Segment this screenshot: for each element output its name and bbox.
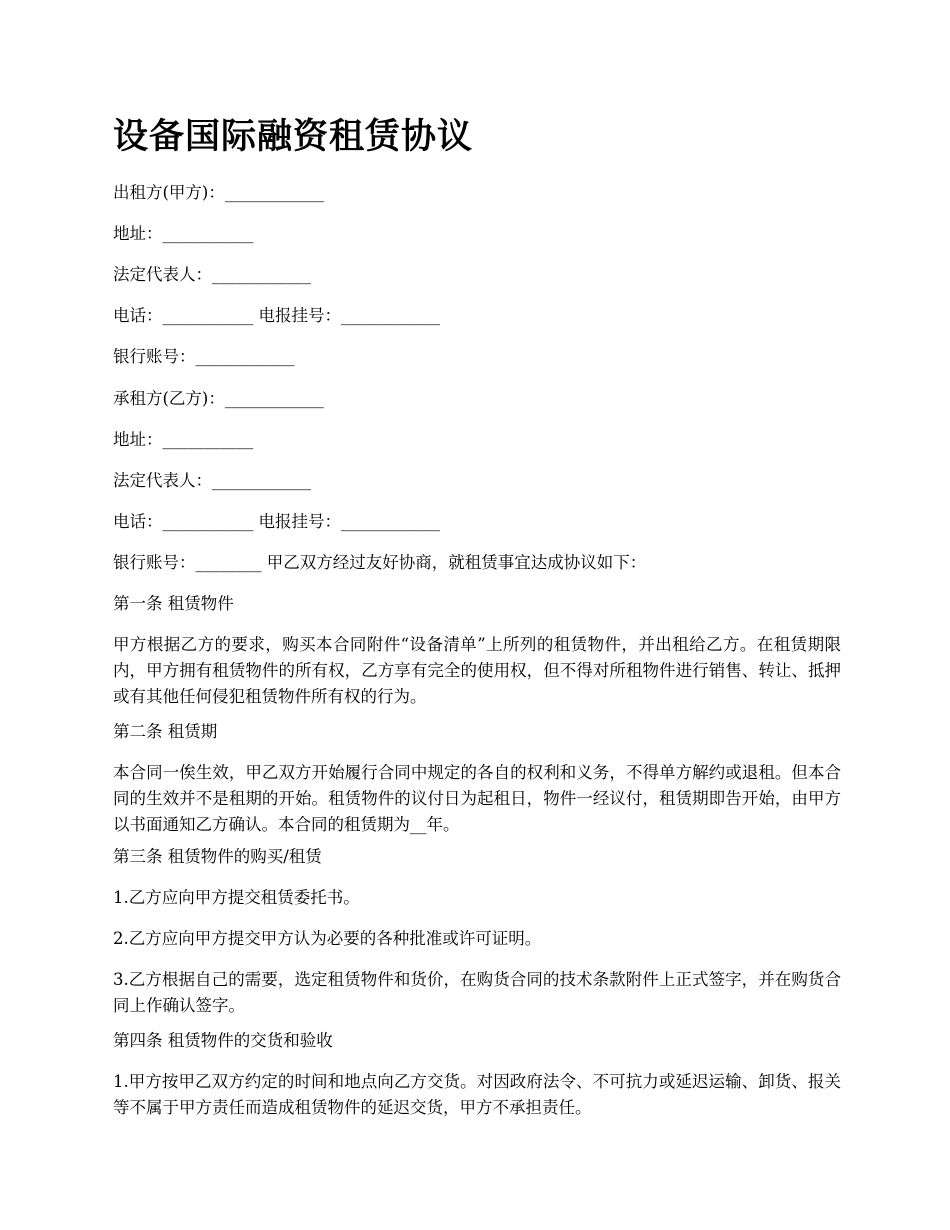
lessor-address-line: 地址：___________ — [113, 224, 254, 243]
document-title: 设备国际融资租赁协议 — [113, 116, 474, 157]
article-3-item-1: 1.乙方应向甲方提交租赁委托书。 — [113, 888, 360, 907]
lessee-phone-line: 电话：___________ 电报挂号：____________ — [113, 512, 440, 531]
lessor-bank-line: 银行账号：____________ — [113, 347, 295, 366]
article-2-heading: 第二条 租赁期 — [113, 722, 218, 741]
lessor-phone-line: 电话：___________ 电报挂号：____________ — [113, 306, 440, 325]
article-1-paragraph: 甲方根据乙方的要求，购买本合同附件“设备清单”上所列的租赁物件，并出租给乙方。在租赁期限内，甲方拥有租赁物件的所有权，乙方享有完全的使用权，但不得对所租物件进行销售、转让、抵押或有其他任何侵犯租赁物件所有权的行为。 — [113, 635, 841, 706]
lessee-name-line: 承租方(乙方)：____________ — [113, 389, 324, 408]
lessee-representative-line: 法定代表人：____________ — [113, 471, 311, 490]
article-3-item-3: 3.乙方根据自己的需要，选定租赁物件和货价，在购货合同的技术条款附件上正式签字，并在购货合同上作确认签字。 — [113, 970, 841, 1015]
article-3-heading: 第三条 租赁物件的购买/租赁 — [113, 847, 322, 866]
article-2-paragraph: 本合同一俟生效，甲乙双方开始履行合同中规定的各自的权利和义务，不得单方解约或退租。但本合同的生效并不是租期的开始。租赁物件的议付日为起租日，物件一经议付，租赁期即告开始，由甲方以书面通知乙方确认。本合同的租赁期为__年。 — [113, 763, 841, 834]
article-1-heading: 第一条 租赁物件 — [113, 594, 234, 613]
article-4-item-1: 1.甲方按甲乙双方约定的时间和地点向乙方交货。对因政府法令、不可抗力或延迟运输、卸货、报关等不属于甲方责任而造成租赁物件的延迟交货，甲方不承担责任。 — [113, 1072, 841, 1117]
article-3-item-2: 2.乙方应向甲方提交甲方认为必要的各种批准或许可证明。 — [113, 929, 542, 948]
article-4-heading: 第四条 租赁物件的交货和验收 — [113, 1031, 333, 1050]
lessee-bank-line: 银行账号：________ 甲乙双方经过友好协商，就租赁事宜达成协议如下： — [113, 553, 647, 572]
lessor-name-line: 出租方(甲方)：____________ — [113, 183, 324, 202]
lessee-address-line: 地址：___________ — [113, 430, 254, 449]
lessor-representative-line: 法定代表人：____________ — [113, 265, 311, 284]
